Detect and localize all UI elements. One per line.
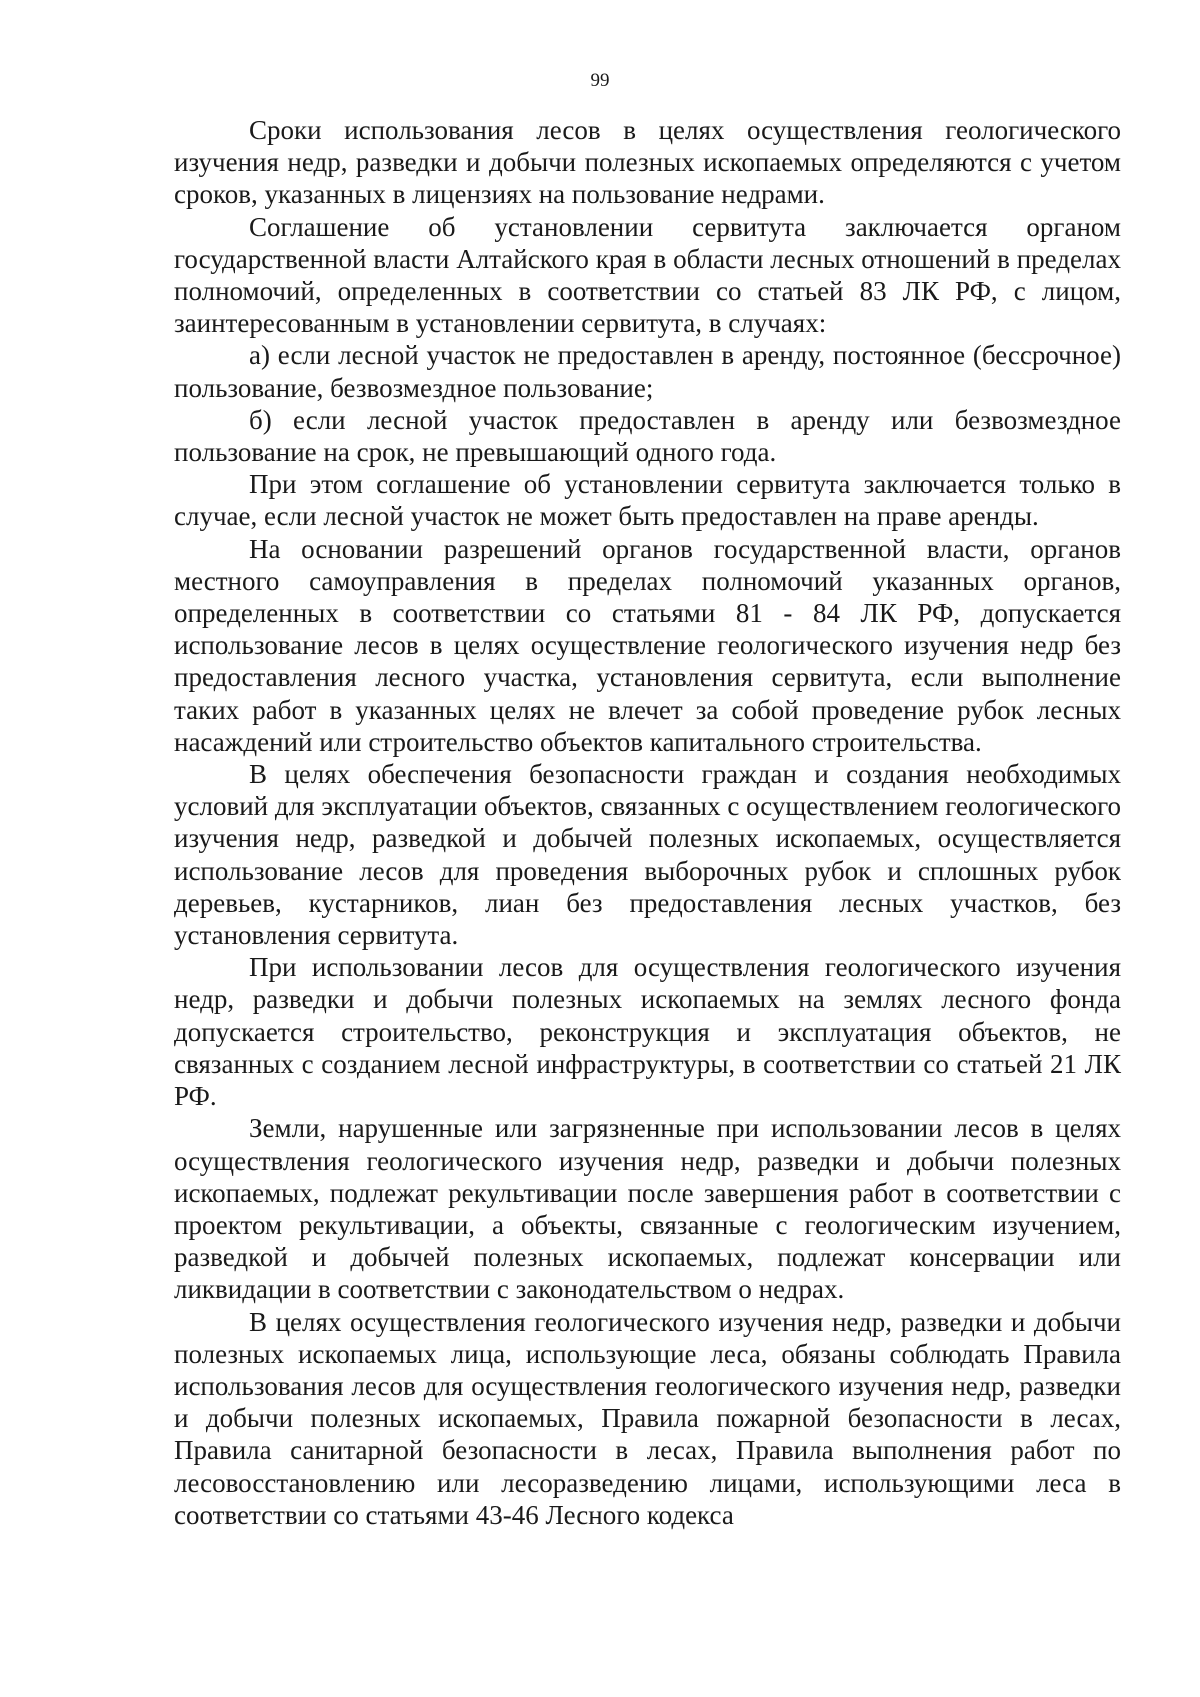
paragraph: В целях обеспечения безопасности граждан и создания необходимых условий для эксплуатации объектов, связанных с осуществлением геологического изучения недр, разведкой и добычей полезных ископаемых, осуществляется использование лесов для проведения выборочных рубок и сплошных рубок деревьев, кустарников, лиан без предоставления лесных участков, без установления сервитута. [174, 759, 1121, 951]
paragraph: В целях осуществления геологического изучения недр, разведки и добычи полезных ископаемых лица, использующие леса, обязаны соблюдать Правила использования лесов для осуществления геологического изучения недр, разведки и добычи полезных ископаемых, Правила пожарной безопасности в лесах, Правила санитарной безопасности в лесах, Правила выполнения работ по лесовосстановлению или лесоразведению лицами, использующими леса в соответствии со статьями 43-46 Лесного кодекса [174, 1306, 1121, 1530]
paragraph: Соглашение об установлении сервитута заключается органом государственной власти Алтайского края в области лесных отношений в пределах полномочий, определенных в соответствии со статьей 83 ЛК РФ, с лицом, заинтересованным в установлении сервитута, в случаях: [174, 211, 1121, 339]
paragraph: б) если лесной участок предоставлен в аренду или безвозмездное пользование на срок, не превышающий одного года. [174, 404, 1121, 468]
paragraph: Земли, нарушенные или загрязненные при использовании лесов в целях осуществления геологического изучения недр, разведки и добычи полезных ископаемых, подлежат рекультивации после завершения работ в соответствии с проектом рекультивации, а объекты, связанные с геологическим изучением, разведкой и добычей полезных ископаемых, подлежат консервации или ликвидации в соответствии с законодательством о недрах. [174, 1113, 1121, 1305]
paragraph: На основании разрешений органов государственной власти, органов местного самоуправления в пределах полномочий указанных органов, определенных в соответствии со статьями 81 - 84 ЛК РФ, допускается использование лесов в целях осуществление геологического изучения недр без предоставления лесного участка, установления сервитута, если выполнение таких работ в указанных целях не влечет за собой проведение рубок лесных насаждений или строительство объектов капитального строительства. [174, 533, 1121, 757]
document-body [174, 114, 1121, 1531]
page-number: 99 [590, 70, 610, 91]
paragraph: При этом соглашение об установлении сервитута заключается только в случае, если лесной участок не может быть предоставлен на праве аренды. [174, 469, 1121, 532]
paragraph: Сроки использования лесов в целях осуществления геологического изучения недр, разведки и добычи полезных ископаемых определяются с учетом сроков, указанных в лицензиях на пользование недрами. [174, 115, 1121, 210]
paragraph: а) если лесной участок не предоставлен в аренду, постоянное (бессрочное) пользование, безвозмездное пользование; [174, 340, 1121, 403]
paragraph: При использовании лесов для осуществления геологического изучения недр, разведки и добычи полезных ископаемых на землях лесного фонда допускается строительство, реконструкция и эксплуатация объектов, не связанных с созданием лесной инфраструктуры, в соответствии со статьей 21 ЛК РФ. [174, 952, 1121, 1112]
